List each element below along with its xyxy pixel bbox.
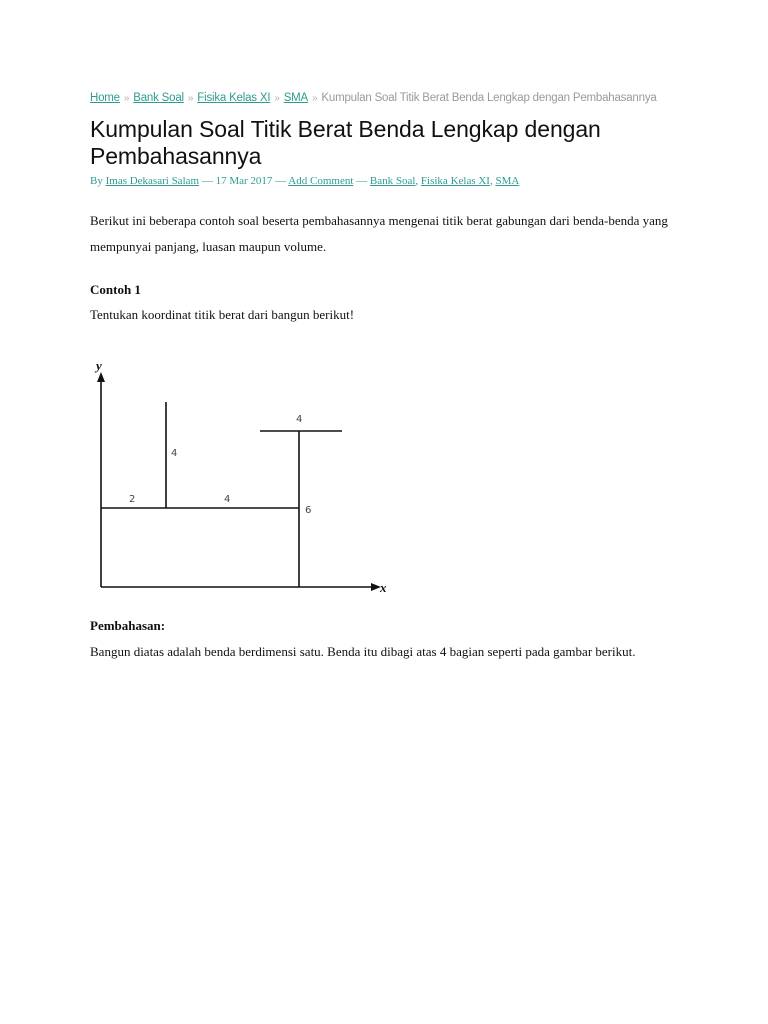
- page-title: Kumpulan Soal Titik Berat Benda Lengkap dengan Pembahasannya: [90, 116, 601, 169]
- breadcrumb-bank-soal-link[interactable]: Bank Soal: [133, 92, 184, 104]
- author-link[interactable]: Imas Dekasari Salam: [105, 175, 200, 187]
- example-heading: Contoh 1: [90, 282, 141, 297]
- label-horizontal-left: 2: [129, 494, 136, 505]
- center-of-mass-diagram: [85, 350, 405, 600]
- category-link-sma[interactable]: SMA: [495, 175, 520, 187]
- breadcrumb-separator: »: [312, 93, 318, 104]
- breadcrumb-sma-link[interactable]: SMA: [283, 92, 309, 104]
- solution-heading: Pembahasan:: [90, 618, 166, 633]
- intro-paragraph: Berikut ini beberapa contoh soal beserta pembahasannya mengenai titik berat gabungan dari benda-benda yang mempunyai panjang, luasan maupun volume.: [90, 213, 668, 254]
- label-vertical-right: 6: [305, 505, 312, 516]
- breadcrumb-separator: »: [274, 93, 280, 104]
- meta-dash: —: [275, 175, 287, 187]
- breadcrumb-separator: »: [123, 93, 130, 104]
- meta-comma: ,: [415, 175, 419, 187]
- post-date: 17 Mar 2017: [215, 175, 273, 187]
- label-horizontal-top: 4: [296, 414, 303, 425]
- article-meta: [90, 175, 519, 187]
- example-question: Tentukan koordinat titik berat dari bangun berikut!: [90, 307, 355, 322]
- y-axis-label: y: [96, 358, 102, 373]
- add-comment-link[interactable]: Add Comment: [288, 175, 354, 187]
- meta-by-label: By: [90, 175, 103, 187]
- breadcrumb-separator: »: [187, 93, 194, 104]
- breadcrumb: [90, 92, 657, 104]
- label-horizontal-middle: 4: [224, 494, 231, 505]
- category-link-bank-soal[interactable]: Bank Soal: [369, 175, 416, 187]
- breadcrumb-fisika-kelas-xi-link[interactable]: Fisika Kelas XI: [197, 92, 271, 104]
- category-link-fisika-kelas-xi[interactable]: Fisika Kelas XI: [420, 175, 490, 187]
- breadcrumb-current-page: Kumpulan Soal Titik Berat Benda Lengkap dengan Pembahasannya: [321, 92, 657, 104]
- meta-dash: —: [201, 175, 213, 187]
- breadcrumb-home-link[interactable]: Home: [90, 92, 120, 104]
- meta-comma: ,: [489, 175, 493, 187]
- label-vertical-left: 4: [171, 448, 178, 459]
- x-axis-label: x: [380, 580, 387, 595]
- solution-paragraph: Bangun diatas adalah benda berdimensi satu. Benda itu dibagi atas 4 bagian seperti pada gambar berikut.: [90, 644, 636, 659]
- meta-dash: —: [356, 175, 368, 187]
